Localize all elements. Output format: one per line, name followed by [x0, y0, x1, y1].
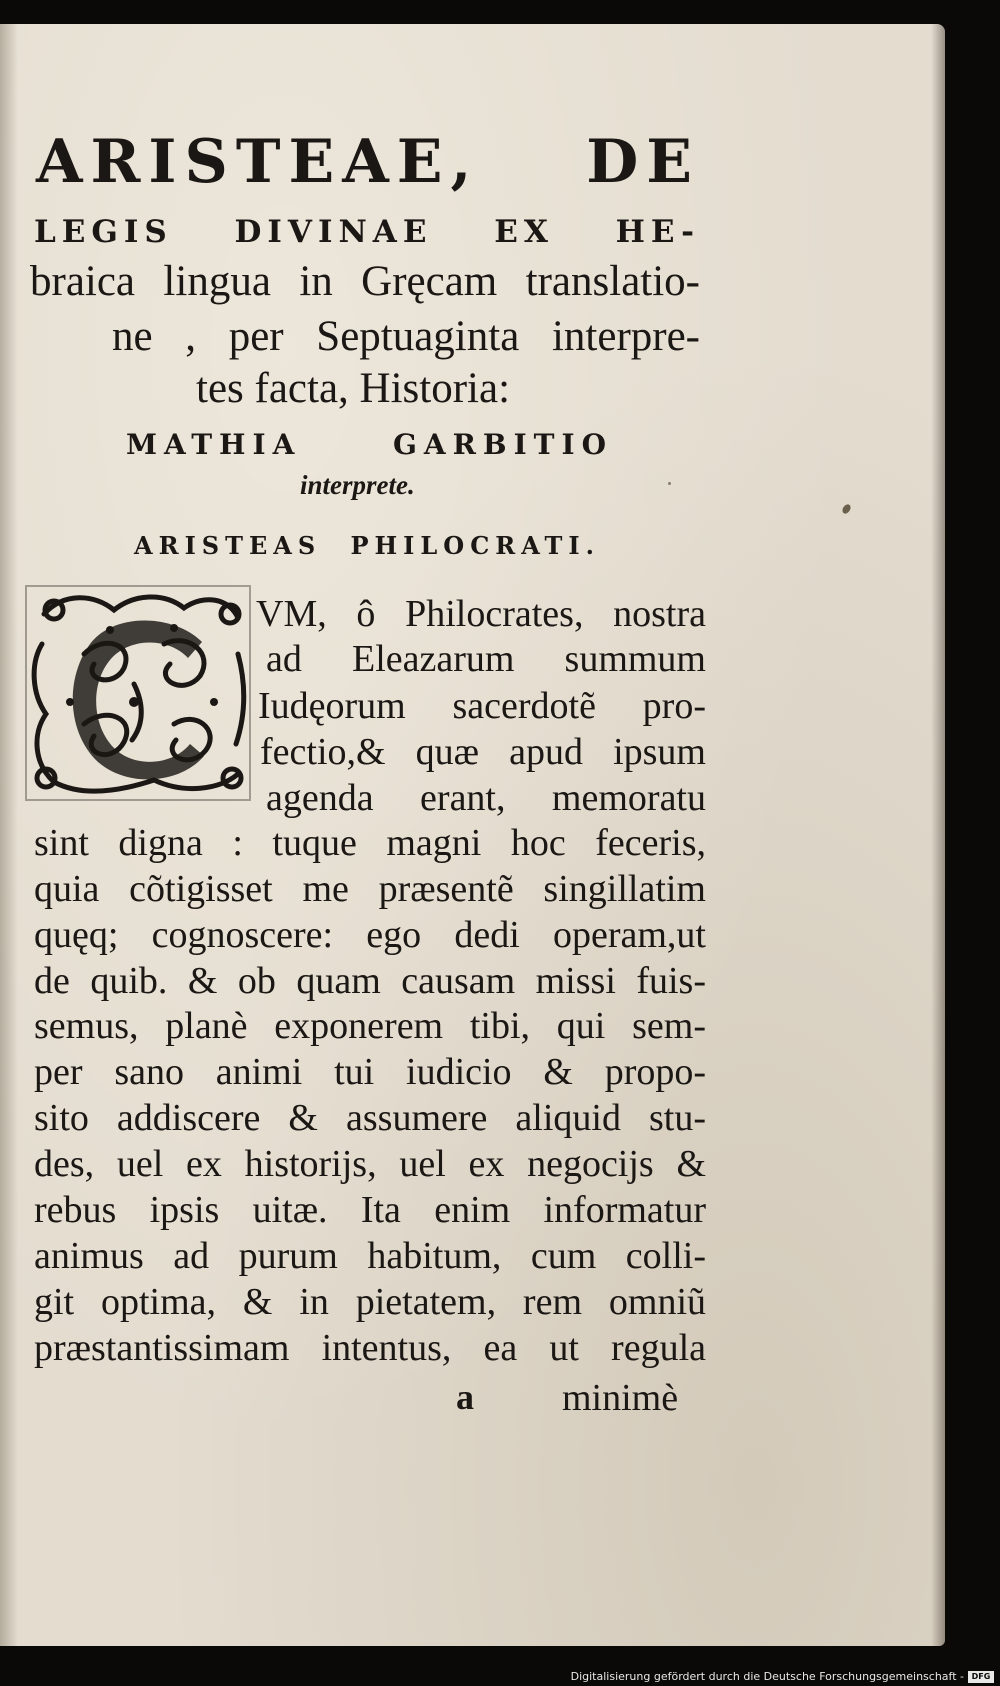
body-line-15: animus ad purum habitum, cum colli-	[34, 1235, 706, 1277]
book-page	[0, 24, 945, 1646]
body-line-11: per sano animi tui iudicio & propo-	[34, 1051, 706, 1093]
translator-name: MATHIA GARBITIO	[126, 428, 613, 461]
interpreter-label: interprete.	[300, 470, 415, 500]
section-heading: ARISTEAS PHILOCRATI.	[134, 531, 600, 560]
signature-mark: a	[456, 1377, 474, 1417]
body-line-14: rebus ipsis uitæ. Ita enim informatur	[34, 1189, 706, 1231]
digitization-credit: Digitalisierung gefördert durch die Deutsche Forschungsgemeinschaft -	[570, 1670, 964, 1683]
catchword: minimè	[562, 1377, 679, 1419]
body-line-2: ad Eleazarum summum	[266, 638, 706, 680]
title-line-2: LEGIS DIVINAE EX HE-	[34, 214, 700, 250]
title-line-3: braica lingua in Gręcam translatio-	[30, 258, 700, 305]
gutter-shadow	[0, 24, 18, 1646]
body-line-13: des, uel ex historijs, uel ex negocijs &	[34, 1143, 706, 1185]
body-line-7: quia cõtigisset me præsentẽ singillatim	[34, 868, 706, 910]
body-line-3: Iudęorum sacerdotẽ pro-	[258, 685, 706, 727]
body-line-5: agenda erant, memoratu	[266, 777, 706, 819]
body-line-9: de quib. & ob quam causam missi fuis-	[34, 960, 706, 1002]
body-line-8: quęq; cognoscere: ego dedi operam,ut	[34, 914, 706, 956]
title-line-4: ne , per Septuaginta interpre-	[112, 313, 700, 360]
body-line-6: sint digna : tuque magni hoc feceris,	[34, 822, 706, 864]
body-line-12: sito addiscere & assumere aliquid stu-	[34, 1097, 706, 1139]
body-line-4: fectio,& quæ apud ipsum	[260, 731, 706, 773]
body-line-16: git optima, & in pietatem, rem omniũ	[34, 1281, 706, 1323]
page-edge-shadow	[931, 24, 945, 1646]
body-line-1: VM, ô Philocrates, nostra	[256, 593, 706, 635]
ornamental-initial-c	[24, 584, 252, 802]
paper-stain	[841, 503, 852, 515]
body-line-10: semus, planè exponerem tibi, qui sem-	[34, 1005, 706, 1047]
title-line-5: tes facta, Historia:	[196, 365, 511, 412]
dfg-logo: DFG	[968, 1671, 994, 1683]
title-line-1: ARISTEAE, DE	[36, 127, 700, 197]
body-line-17: præstantissimam intentus, ea ut regula	[34, 1327, 706, 1369]
paper-speck	[668, 482, 671, 485]
